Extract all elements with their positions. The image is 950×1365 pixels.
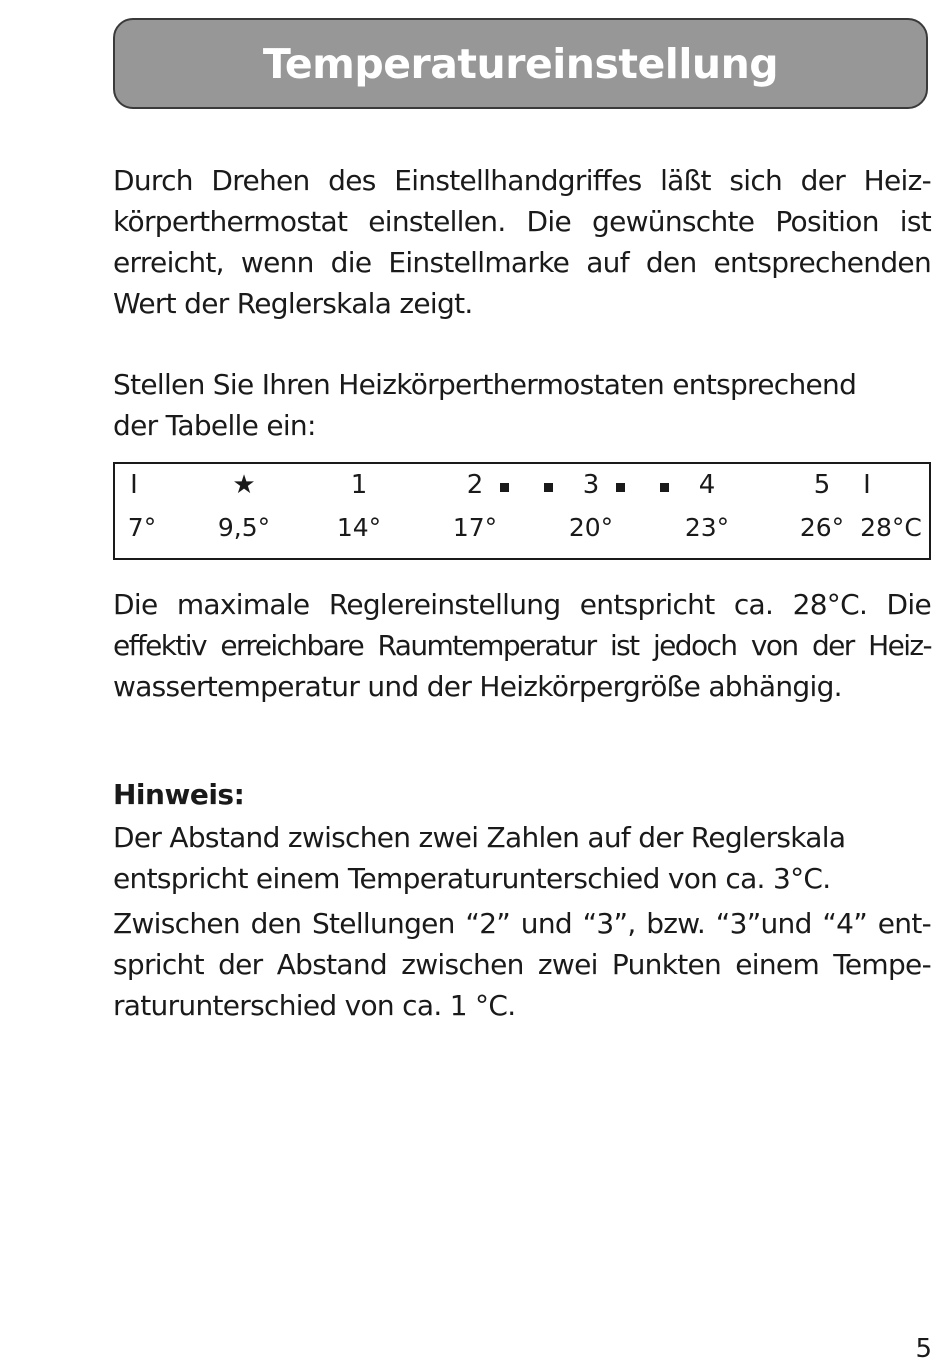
scale-setting-star-icon: ★	[232, 470, 256, 500]
scale-dot	[544, 483, 553, 492]
intro-line: erreicht, wenn die Einstellmarke auf den entsprechenden	[113, 246, 931, 279]
scale-temperature: 9,5°	[217, 513, 271, 542]
section-heading: Temperatureinstellung	[262, 39, 779, 88]
max-setting-paragraph	[113, 584, 931, 707]
max-line: Die maximale Reglereinstellung entspricht ca. 28°C. Die	[113, 588, 931, 621]
scale-setting: 3	[582, 470, 600, 500]
note-line: spricht der Abstand zwischen zwei Punkten einem Tempe-	[113, 948, 931, 981]
intro-line: Durch Drehen des Einstellhandgriffes läßt sich der Heiz-	[113, 164, 931, 197]
scale-table	[113, 462, 931, 560]
scale-temperature: 17°	[452, 513, 498, 542]
scale-setting: I	[863, 470, 871, 500]
scale-dot	[616, 483, 625, 492]
scale-temperature: 7°	[127, 513, 157, 542]
scale-setting: 2	[466, 470, 484, 500]
scale-temperature: 14°	[336, 513, 382, 542]
scale-temperature: 26°	[799, 513, 845, 542]
note-paragraph-1	[113, 817, 931, 899]
scale-setting: 5	[813, 470, 831, 500]
max-line: wassertemperatur und der Heizkörpergröße abhängig.	[113, 670, 842, 703]
scale-dot	[500, 483, 509, 492]
max-line: effektiv erreichbare Raumtemperatur ist jedoch von der Heiz-	[113, 629, 931, 662]
note-line: Zwischen den Stellungen “2” und “3”, bzw. “3”und “4” ent-	[113, 907, 931, 940]
note-line: Der Abstand zwischen zwei Zahlen auf der Reglerskala	[113, 821, 846, 854]
section-heading-box	[113, 18, 928, 109]
instruction-paragraph	[113, 364, 931, 446]
scale-temperature: 20°	[568, 513, 614, 542]
instruction-line: Stellen Sie Ihren Heizkörperthermostaten entsprechend	[113, 368, 857, 401]
note-paragraph-2	[113, 903, 931, 1026]
scale-temperature: 28°C	[860, 513, 922, 542]
note-title: Hinweis:	[113, 778, 245, 811]
scale-setting: 1	[350, 470, 368, 500]
scale-setting: 4	[698, 470, 716, 500]
instruction-line: der Tabelle ein:	[113, 409, 316, 442]
note-line: raturunterschied von ca. 1 °C.	[113, 989, 516, 1022]
note-line: entspricht einem Temperaturunterschied von ca. 3°C.	[113, 862, 831, 895]
page-number: 5	[915, 1334, 932, 1364]
scale-dot	[660, 483, 669, 492]
intro-line: Wert der Reglerskala zeigt.	[113, 287, 473, 320]
intro-line: körperthermostat einstellen. Die gewünschte Position ist	[113, 205, 931, 238]
scale-setting: I	[130, 470, 138, 500]
intro-paragraph	[113, 160, 931, 324]
scale-temperature: 23°	[684, 513, 730, 542]
